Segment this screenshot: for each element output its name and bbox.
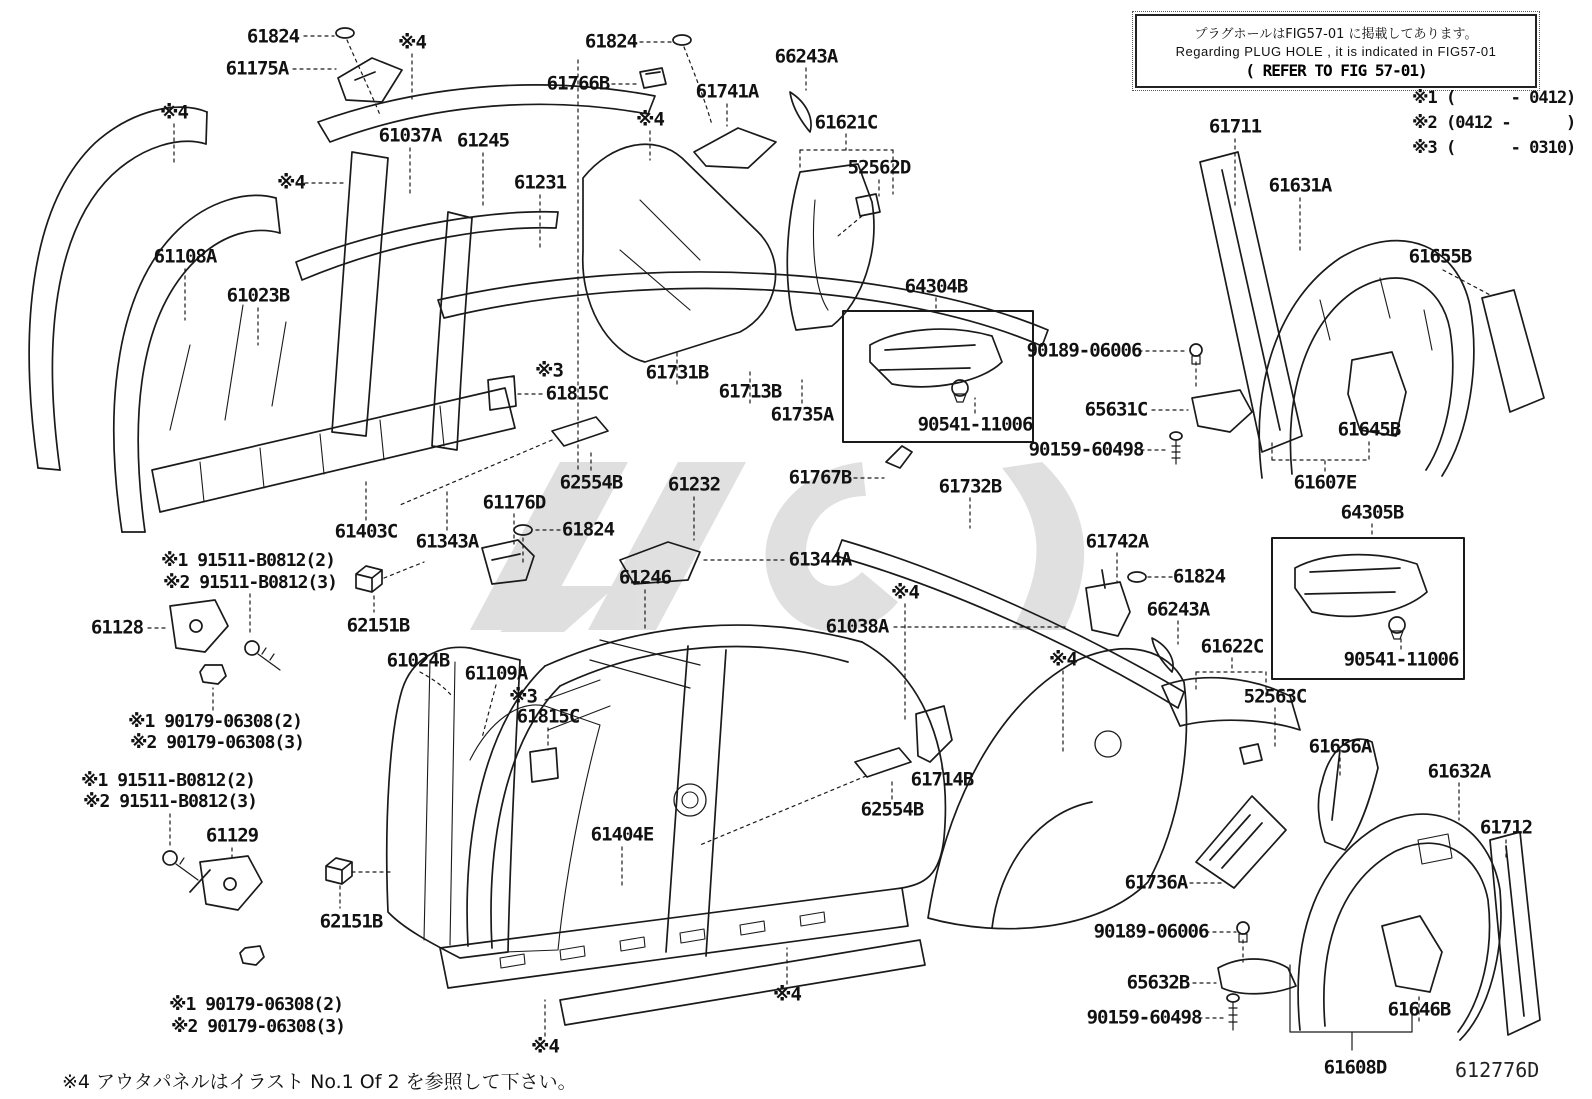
footnote-label: ※4 [277,171,305,194]
footnote-label: ※2 90179-06308(3) [171,1016,345,1037]
part-number-label: 61714B [910,768,974,791]
part-number-label: 62554B [860,798,924,821]
part-number-label: 61038A [825,615,889,638]
part-number-label: 61175A [225,57,289,80]
footnote-label: ※2 90179-06308(3) [130,732,304,753]
part-number-label: 61824 [1172,565,1226,588]
part-number-label: 61646B [1387,998,1451,1021]
part-number-label: 90541-11006 [1343,648,1459,671]
part-number-label: 61824 [246,25,300,48]
part-number-label: 61344A [788,548,852,571]
part-number-label: 61741A [695,80,759,103]
part-number-label: 65631C [1084,398,1148,421]
part-number-label: 61608D [1323,1056,1387,1079]
part-number-label: 61024B [386,649,450,672]
footnote-label: ※4 [1049,648,1077,671]
part-number-label: 64304B [904,275,968,298]
part-number-label: 61176D [482,491,546,514]
part-number-label: 52563C [1243,685,1307,708]
footnote-label: ※4 [773,983,801,1006]
part-number-label: 61232 [667,473,721,496]
part-number-label: 61645B [1337,418,1401,441]
footnote-label: ※2 91511-B0812(3) [163,572,337,593]
part-number-label: 61129 [205,824,259,847]
part-number-label: 61404E [590,823,654,846]
part-number-label: 61656A [1308,735,1372,758]
date-note-1: ※1 ( - 0412) [1412,88,1576,108]
footnote-label: ※1 91511-B0812(2) [81,770,255,791]
part-number-label: 62554B [559,471,623,494]
part-number-label: 61732B [938,475,1002,498]
part-number-label: 61246 [618,566,672,589]
part-number-label: 61245 [456,129,510,152]
part-number-label: 61128 [90,616,144,639]
part-number-label: 61632A [1427,760,1491,783]
part-number-label: 90541-11006 [917,413,1033,436]
part-number-label: 61735A [770,403,834,426]
part-number-label: 61712 [1479,816,1533,839]
footnote-label: ※4 [891,581,919,604]
part-number-label: 90189-06006 [1026,339,1142,362]
footnote-label: ※3 [509,685,537,708]
footnote-label: ※4 [531,1035,559,1058]
part-number-label: 62151B [319,910,383,933]
note-line-refer: ( REFER TO FIG 57-01) [1245,60,1427,80]
date-note-2: ※2 (0412 - ) [1412,113,1576,133]
part-number-label: 61621C [814,111,878,134]
part-number-label: 61736A [1124,871,1188,894]
part-number-label: 90159-60498 [1086,1006,1202,1029]
part-number-label: 65632B [1126,971,1190,994]
diagram-id: 612776D [1455,1058,1540,1082]
part-number-label: 61767B [788,466,852,489]
part-number-label: 61824 [584,30,638,53]
part-number-label: 61403C [334,520,398,543]
date-note-3: ※3 ( - 0310) [1412,138,1576,158]
footer-note: ※4 アウタパネルはイラスト No.1 Of 2 を参照して下さい。 [62,1071,577,1093]
footnote-label: ※1 90179-06308(2) [169,994,343,1015]
part-number-label: 61713B [718,380,782,403]
part-number-label: 61607E [1293,471,1357,494]
footnote-label: ※4 [398,31,426,54]
part-number-label: 61109A [464,662,528,685]
part-number-label: 61815C [545,382,609,405]
note-line-english: Regarding PLUG HOLE , it is indicated in FIG57-01 [1175,43,1497,59]
footnote-label: ※2 91511-B0812(3) [83,791,257,812]
part-number-label: 61731B [645,361,709,384]
part-number-label: 61622C [1200,635,1264,658]
footnote-label: ※1 90179-06308(2) [128,711,302,732]
part-number-label: 90189-06006 [1093,920,1209,943]
part-number-label: 66243A [774,45,838,68]
footnote-label: ※4 [160,101,188,124]
part-number-label: 52562D [847,156,911,179]
footnote-label: ※1 91511-B0812(2) [161,550,335,571]
part-number-label: 61824 [561,518,615,541]
note-line-japanese: プラグホールはFIG57-01 に掲載してあります。 [1194,26,1478,42]
part-number-label: 61231 [513,171,567,194]
part-number-label: 61037A [378,124,442,147]
part-number-label: 61766B [546,72,610,95]
footnote-label: ※4 [636,108,664,131]
part-number-label: 66243A [1146,598,1210,621]
part-number-label: 61711 [1208,115,1262,138]
part-number-label: 62151B [346,614,410,637]
part-number-label: 61023B [226,284,290,307]
part-number-label: 61655B [1408,245,1472,268]
part-number-label: 61343A [415,530,479,553]
footnote-label: ※3 [535,359,563,382]
part-number-label: 61742A [1085,530,1149,553]
part-number-label: 61108A [153,245,217,268]
part-number-label: 61631A [1268,174,1332,197]
part-number-label: 61815C [516,705,580,728]
part-number-label: 64305B [1340,501,1404,524]
part-number-label: 90159-60498 [1028,438,1144,461]
